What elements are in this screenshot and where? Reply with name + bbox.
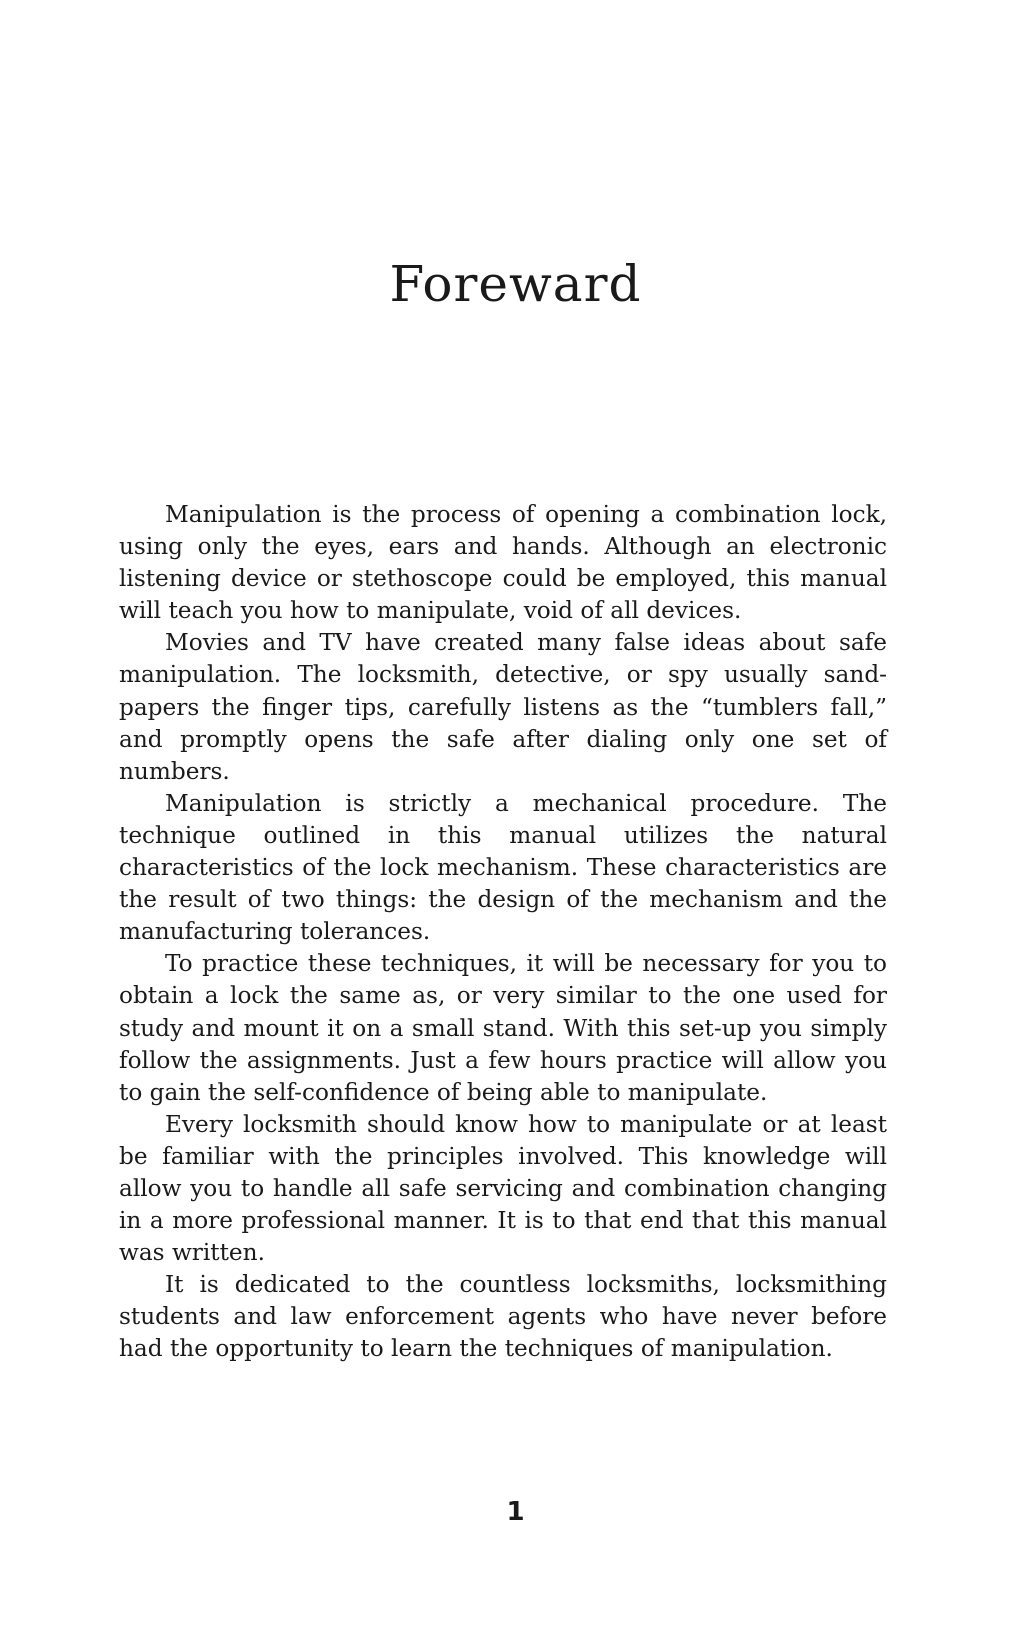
paragraph: It is dedicated to the countless locksmiths, locksmithing students and law enforcement agents who have never before had the opportunity to learn the techniques of manipulation. bbox=[119, 1271, 887, 1363]
paragraph: Manipulation is the process of opening a combination lock, using only the eyes, ears and hands. Although an electronic listening device or stethoscope could be employed, this manual will teach you how to manipulate, void of all devices. bbox=[119, 501, 887, 625]
paragraph: Manipulation is strictly a mechanical procedure. The technique outlined in this manual utilizes the natural characteristics of the lock mechanism. These characteristics are the result of two things: the design of the mechanism and the manufacturing tolerances. bbox=[119, 789, 887, 946]
paragraph: Every locksmith should know how to manipulate or at least be familiar with the principles involved. This knowledge will allow you to handle all safe servicing and combination changing in a more professional manner. It is to that end that this manual was written. bbox=[119, 1110, 887, 1267]
paragraph: To practice these techniques, it will be necessary for you to obtain a lock the same as, or very similar to the one used for study and mount it on a small stand. With this set-up you simply follow the assignments. Just a few hours practice will allow you to gain the self-confidence of being able to manipulate. bbox=[119, 950, 887, 1106]
page-title: Foreward bbox=[389, 255, 642, 313]
page-number: 1 bbox=[506, 1497, 525, 1527]
body-text bbox=[119, 499, 887, 1366]
paragraph: Movies and TV have created many false ideas about safe manipulation. The locksmith, detective, or spy usually sand-papers the finger tips, carefully listens as the “tumblers fall,” and promptly opens the safe after dialing only one set of numbers. bbox=[119, 629, 887, 785]
